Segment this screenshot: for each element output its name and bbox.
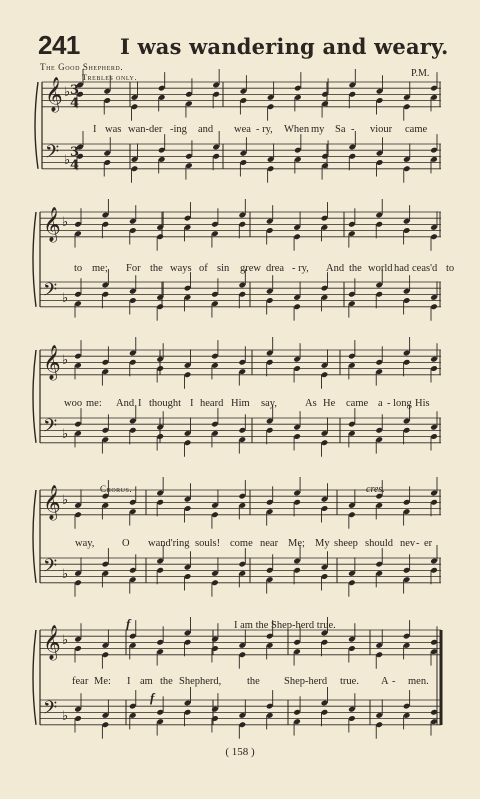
bass-clef-icon: 𝄢 (43, 416, 58, 441)
lyric: O (122, 538, 130, 549)
flat-icon: ♭ (62, 353, 69, 368)
lyric: - (392, 676, 396, 687)
lyric: His (415, 398, 430, 409)
lyric: -ing (170, 124, 187, 135)
lyric: Me; (288, 538, 305, 549)
system-brace (35, 82, 38, 169)
lyric: - ry, (256, 124, 273, 135)
lyric: wea (234, 124, 251, 135)
lyric: I (138, 398, 142, 409)
lyric: me: (86, 398, 102, 409)
forte-marking-bass: f (150, 690, 155, 705)
flat-icon: ♭ (62, 427, 69, 442)
lyric: woo (64, 398, 83, 409)
lyric: near (260, 538, 279, 549)
time-signature-bass: 3 (70, 145, 80, 160)
lyric: of (199, 263, 208, 274)
lyric: the (160, 676, 173, 687)
lyric: When (284, 124, 310, 135)
flat-icon: ♭ (64, 153, 71, 168)
lyric: world (368, 263, 393, 274)
bass-clef-icon: 𝄢 (43, 698, 58, 723)
lyric: As (305, 398, 317, 409)
meter: P.M. (411, 68, 430, 79)
treble-clef-icon: 𝄞 (43, 207, 61, 242)
lyric: the (150, 263, 163, 274)
lyric: thought (149, 398, 182, 409)
lyric: I (190, 398, 194, 409)
system-brace (33, 490, 36, 583)
lyric: er (424, 538, 433, 549)
lyric: Sa (335, 124, 346, 135)
tune-name: The Good Shepherd. (40, 62, 124, 72)
lyric: sin (217, 263, 230, 274)
flat-icon: ♭ (62, 633, 69, 648)
treble-clef-icon: 𝄞 (43, 345, 61, 380)
lyric: Him (231, 398, 250, 409)
lyric: the (247, 676, 260, 687)
time-signature-treble: 4 (70, 96, 80, 111)
bass-clef-icon: 𝄢 (45, 142, 60, 167)
lyric: fear (72, 676, 89, 687)
hymn-number: 241 (38, 30, 80, 60)
treble-clef-icon: 𝄞 (45, 77, 63, 112)
flat-icon: ♭ (62, 215, 69, 230)
lyric: Shep-herd (284, 676, 328, 687)
lyric: A (381, 676, 389, 687)
system-brace (33, 350, 36, 443)
lyric: - long (387, 398, 412, 409)
flat-icon: ♭ (62, 567, 69, 582)
lyric: sheep (334, 538, 358, 549)
lyric: - (416, 538, 420, 549)
system-brace (33, 630, 36, 725)
lyric: ceas'd (412, 263, 438, 274)
lyric: For (126, 263, 141, 274)
lyric: true. (340, 676, 359, 687)
lyric: drea (266, 263, 285, 274)
hymn-title: I was wandering and weary. (120, 34, 449, 59)
lyric: viour (370, 124, 393, 135)
lyric: men. (408, 676, 429, 687)
lyric: - (351, 124, 355, 135)
lyric: me; (92, 263, 108, 274)
voice-note: Trebles only. (82, 73, 138, 82)
lyric: And (326, 263, 345, 274)
lyric: a (378, 398, 383, 409)
lyric: I (127, 676, 131, 687)
lyric: the (349, 263, 362, 274)
lyric: grew (240, 263, 261, 274)
treble-phrase: I am the Shep-herd true. (234, 620, 336, 631)
treble-clef-icon: 𝄞 (43, 625, 61, 660)
time-signature-bass: 4 (70, 158, 80, 173)
forte-marking: f (126, 616, 131, 631)
lyric: and (198, 124, 214, 135)
bass-clef-icon: 𝄢 (43, 280, 58, 305)
lyric: came (405, 124, 428, 135)
lyric: am (140, 676, 153, 687)
lyric: my (311, 124, 325, 135)
lyric: Me: (94, 676, 111, 687)
lyric: came (346, 398, 369, 409)
lyric: And (116, 398, 135, 409)
crescendo-marking: cres. (366, 484, 385, 495)
lyric: souls! (195, 538, 221, 549)
lyric: way, (75, 538, 95, 549)
flat-icon: ♭ (62, 291, 69, 306)
lyric: He (323, 398, 336, 409)
lyric: wand'ring (148, 538, 190, 549)
lyric: I (93, 124, 97, 135)
chorus-label: Chorus. (100, 484, 133, 494)
lyric: come (230, 538, 253, 549)
treble-clef-icon: 𝄞 (43, 485, 61, 520)
lyric: nev (400, 538, 416, 549)
lyric: My (315, 538, 330, 549)
lyric: had (394, 263, 410, 274)
flat-icon: ♭ (64, 85, 71, 100)
time-signature-treble: 3 (70, 83, 80, 98)
system-brace (33, 212, 36, 307)
lyric: ways (170, 263, 192, 274)
lyric: say, (261, 398, 277, 409)
lyric: - ry, (292, 263, 309, 274)
lyric: to (446, 263, 455, 274)
lyric: should (365, 538, 394, 549)
lyric: Shepherd, (179, 676, 222, 687)
lyric: wan-der (128, 124, 163, 135)
flat-icon: ♭ (62, 709, 69, 724)
flat-icon: ♭ (62, 493, 69, 508)
bass-clef-icon: 𝄢 (43, 556, 58, 581)
page-number: ( 158 ) (225, 746, 255, 758)
lyric: was (105, 124, 122, 135)
lyric: heard (200, 398, 224, 409)
lyric: to (74, 263, 83, 274)
